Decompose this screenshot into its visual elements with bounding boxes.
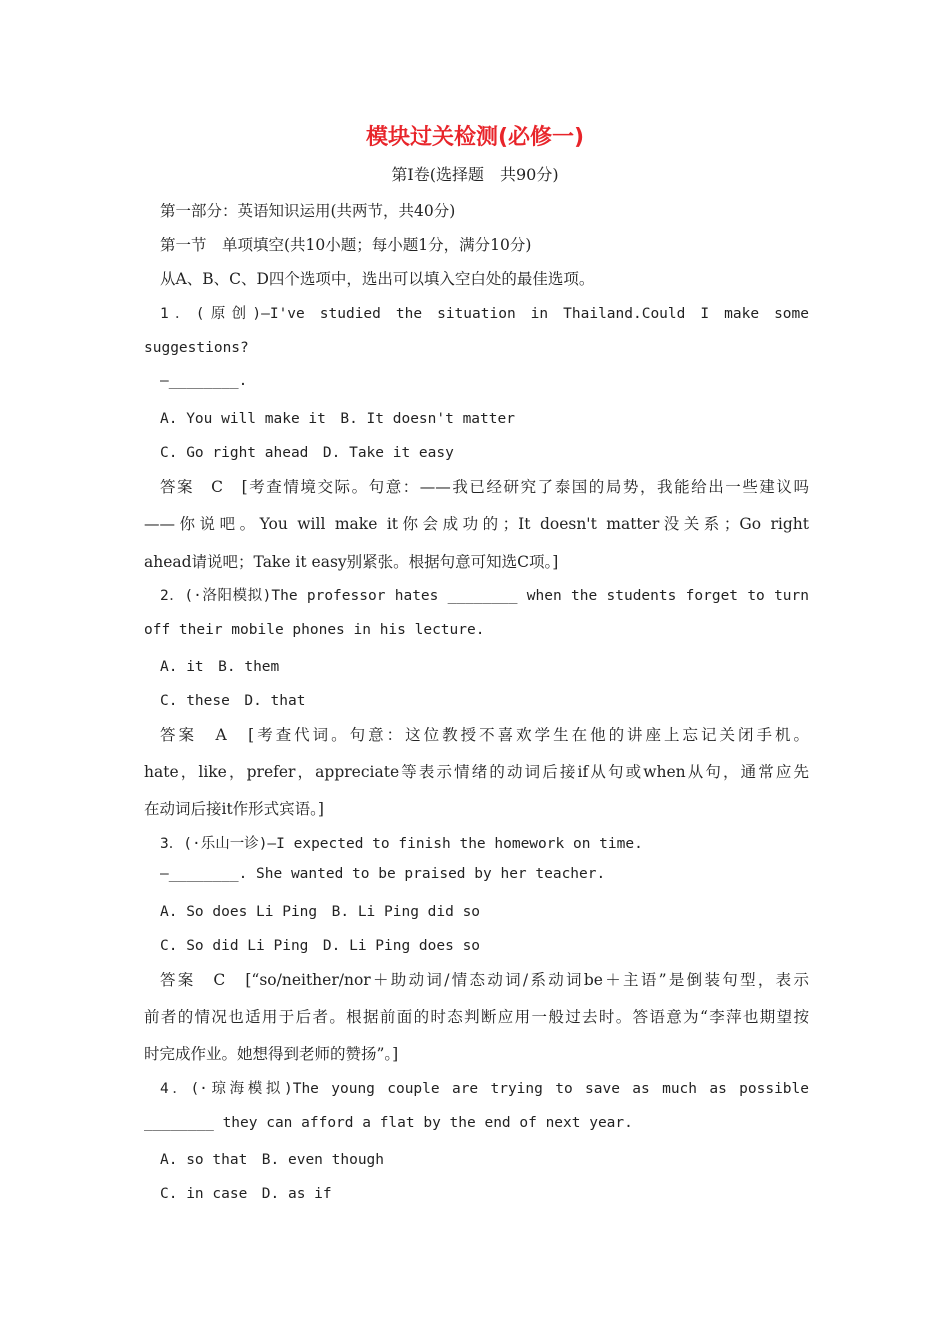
question-2-answer-end: 在动词后接it作形式宾语。]: [144, 800, 324, 818]
question-1-stem-cont: suggestions?: [144, 340, 249, 356]
question-4-options-cd: C. in case D. as if: [160, 1186, 332, 1202]
question-1-options-cd: C. Go right ahead D. Take it easy: [160, 445, 454, 461]
question-3-answer-cont: 前者的情况也适用于后者。根据前面的时态判断应用一般过去时。答语意为“李萍也期望按: [144, 1008, 809, 1026]
question-2-options-ab: A. it B. them: [160, 659, 280, 675]
question-2-options-cd: C. these D. that: [160, 693, 306, 709]
question-4-stem-cont: ________ they can afford a flat by the end of next year.: [144, 1115, 633, 1131]
question-3-stem: 3．(·乐山一诊)—I expected to finish the homework on time.: [160, 836, 643, 852]
page-title: 模块过关检测(必修一): [365, 125, 585, 150]
question-4-stem: 4．(·琼海模拟)The young couple are trying to save as much as possible: [160, 1081, 809, 1097]
question-1-reply: —________.: [160, 373, 248, 389]
instruction-text: 从A、B、C、D四个选项中，选出可以填入空白处的最佳选项。: [160, 270, 595, 288]
question-3-options-cd: C. So did Li Ping D. Li Ping does so: [160, 938, 481, 954]
question-4-options-ab: A. so that B. even though: [160, 1152, 385, 1168]
question-2-stem-cont: off their mobile phones in his lecture.: [144, 622, 485, 638]
question-1-answer-end: ahead请说吧；Take it easy别紧张。根据句意可知选C项。]: [144, 553, 559, 571]
question-1-answer: 答案 C [考查情境交际。句意：——我已经研究了泰国的局势，我能给出一些建议吗: [160, 478, 809, 496]
question-3-answer: 答案 C [“so/neither/nor＋助动词/情态动词/系动词be＋主语”是倒装句型，表示: [160, 971, 809, 989]
part-heading: 第一部分：英语知识运用(共两节，共40分): [160, 202, 456, 220]
question-2-stem: 2．(·洛阳模拟)The professor hates ________ when the students forget to turn: [160, 588, 809, 604]
question-1-options-ab: A. You will make it B. It doesn't matter: [160, 411, 515, 427]
question-1-answer-cont: ——你说吧。You will make it你会成功的；It doesn't matter没关系；Go right: [144, 515, 809, 533]
question-2-answer: 答案 A [考查代词。句意：这位教授不喜欢学生在他的讲座上忘记关闭手机。: [160, 726, 809, 744]
section-heading: 第一节 单项填空(共10小题；每小题1分，满分10分): [160, 236, 532, 254]
question-3-options-ab: A. So does Li Ping B. Li Ping did so: [160, 904, 481, 920]
question-3-answer-end: 时完成作业。她想得到老师的赞扬”。]: [144, 1045, 399, 1063]
question-2-answer-cont: hate，like，prefer，appreciate等表示情绪的动词后接if从句或when从句，通常应先: [144, 763, 809, 781]
page-subtitle: 第Ⅰ卷(选择题 共90分): [391, 165, 559, 184]
question-3-reply: —________. She wanted to be praised by her teacher.: [160, 866, 606, 882]
question-1-stem: 1．(原创)—I've studied the situation in Thailand.Could I make some: [160, 306, 809, 322]
